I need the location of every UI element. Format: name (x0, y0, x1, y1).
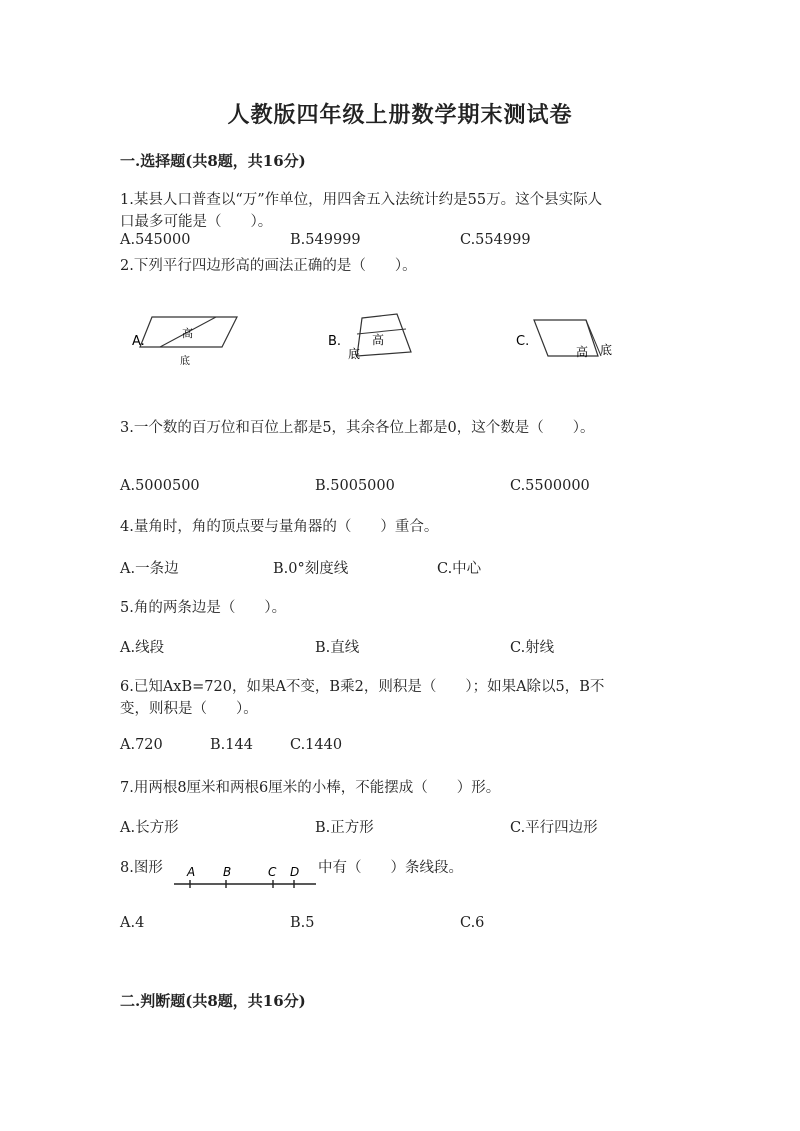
question-6-line-2: 变，则积是（ ）。 (120, 701, 258, 717)
figure-a-base-label: 底 (180, 356, 190, 367)
question-1-line-1: 1.某县人口普查以“万”作单位，用四舍五入法统计约是55万。这个县实际人 (120, 192, 603, 208)
parallelogram-figures (120, 300, 620, 380)
question-4-option-a: A.一条边 (120, 561, 179, 577)
question-5-option-b: B.直线 (315, 640, 360, 656)
figure-c-base-label: 底 (600, 343, 613, 357)
figure-c-height-line (586, 320, 601, 356)
figure-a-height-label: 高 (182, 327, 193, 340)
question-2-figures (120, 300, 620, 380)
section-1-heading: 一.选择题(共8题，共16分) (120, 152, 306, 170)
question-6-option-b: B.144 (210, 737, 253, 753)
question-4-option-b: B.0°刻度线 (273, 561, 349, 577)
question-1-option-a: A.545000 (120, 232, 191, 248)
question-8-option-c: C.6 (460, 915, 485, 931)
figure-a-label: A. (132, 334, 145, 349)
figure-b-height-label: 高 (372, 333, 385, 347)
figure-c-height-label: 高 (576, 345, 589, 359)
question-2-text: 2.下列平行四边形高的画法正确的是（ ）。 (120, 258, 417, 274)
point-d-label: D (290, 865, 300, 879)
question-4-text: 4.量角时，角的顶点要与量角器的（ ）重合。 (120, 519, 439, 535)
figure-c-label: C. (516, 334, 530, 349)
question-5-text: 5.角的两条边是（ ）。 (120, 600, 287, 616)
question-3-option-c: C.5500000 (510, 478, 590, 494)
line-segment-diagram (170, 862, 320, 892)
figure-b-base-label: 底 (348, 347, 361, 361)
question-5-option-a: A.线段 (120, 640, 165, 656)
question-6-option-a: A.720 (120, 737, 163, 753)
question-7-text: 7.用两根8厘米和两根6厘米的小棒，不能摆成（ ）形。 (120, 780, 501, 796)
question-8-option-b: B.5 (290, 915, 315, 931)
question-7-option-a: A.长方形 (120, 820, 179, 836)
question-8-suffix: 中有（ ）条线段。 (318, 860, 463, 876)
page-title: 人教版四年级上册数学期末测试卷 (227, 102, 573, 128)
question-1-option-c: C.554999 (460, 232, 531, 248)
question-3-option-b: B.5005000 (315, 478, 395, 494)
question-1-option-b: B.549999 (290, 232, 361, 248)
figure-b-label: B. (328, 334, 342, 349)
question-7-option-c: C.平行四边形 (510, 820, 598, 836)
question-8-segment-figure (170, 862, 320, 892)
section-2-heading: 二.判断题(共8题，共16分) (120, 992, 306, 1010)
question-8-prefix: 8.图形 (120, 860, 163, 876)
question-4-option-c: C.中心 (437, 561, 482, 577)
point-c-label: C (268, 865, 277, 879)
point-b-label: B (223, 865, 232, 879)
question-8-option-a: A.4 (120, 915, 145, 931)
question-3-option-a: A.5000500 (120, 478, 200, 494)
question-7-option-b: B.正方形 (315, 820, 374, 836)
point-a-label: A (187, 865, 196, 879)
question-5-option-c: C.射线 (510, 640, 555, 656)
question-6-option-c: C.1440 (290, 737, 343, 753)
question-6-line-1: 6.已知AxB=720，如果A不变，B乘2，则积是（ ）；如果A除以5，B不 (120, 679, 605, 695)
question-3-text: 3.一个数的百万位和百位上都是5，其余各位上都是0，这个数是（ ）。 (120, 420, 595, 436)
question-1-line-2: 口最多可能是（ ）。 (120, 214, 273, 230)
